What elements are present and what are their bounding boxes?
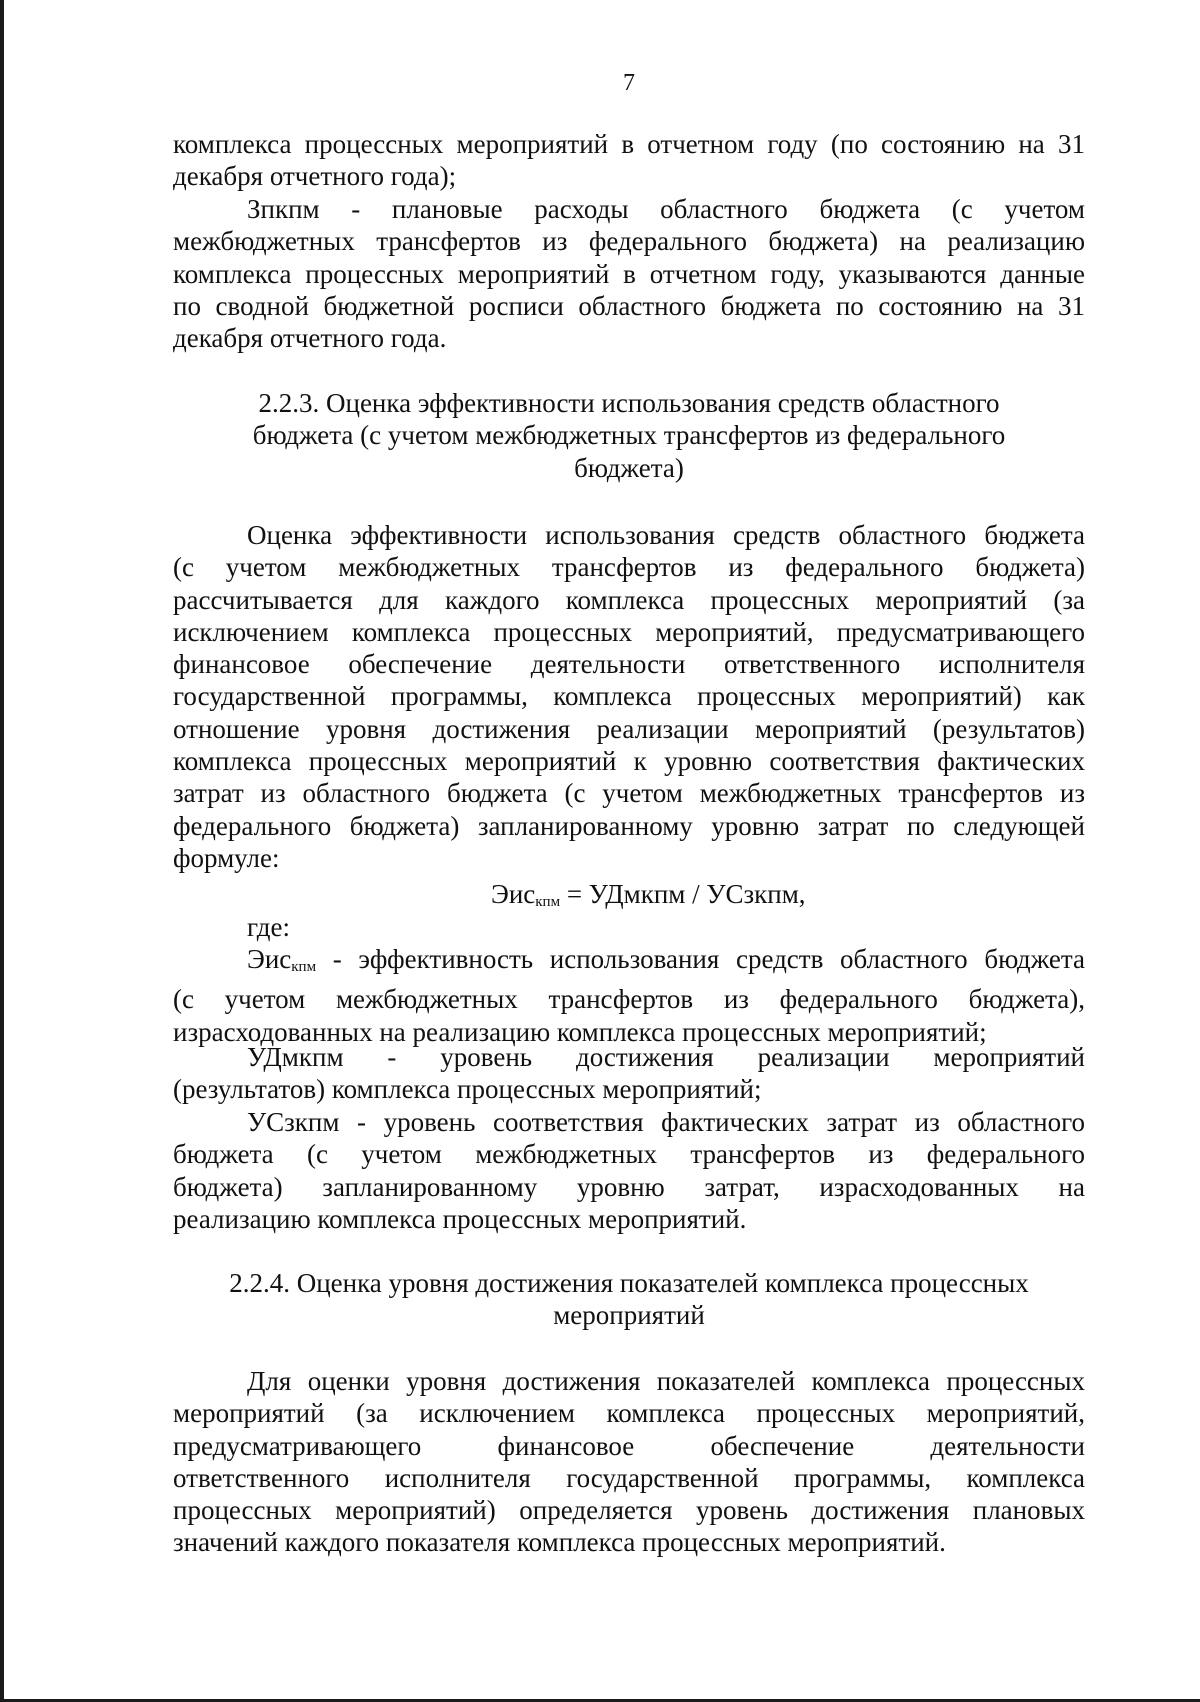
text-line: израсходованных на реализацию комплекса процессных мероприятий; xyxy=(173,1016,987,1047)
heading-line: 2.2.4. Оценка уровня достижения показателей комплекса процессных xyxy=(229,1268,1029,1298)
paragraph-continuation xyxy=(173,128,1085,193)
paragraph-efficiency xyxy=(173,519,1085,874)
text-line: значений каждого показателя комплекса процессных мероприятий. xyxy=(173,1527,946,1558)
text-line: мероприятий (за исключением комплекса процессных мероприятий, xyxy=(173,1398,1085,1429)
term-eis-subscript: кпм xyxy=(291,959,317,975)
text-line: реализацию комплекса процессных мероприятий. xyxy=(173,1203,747,1234)
text-line: федерального бюджета) запланированному уровню затрат по следующей xyxy=(173,810,1085,841)
text-line: рассчитывается для каждого комплекса процессных мероприятий (за xyxy=(173,584,1085,615)
paragraph-indicators xyxy=(173,1365,1085,1559)
text-line: комплекса процессных мероприятий в отчетном году (по состоянию на 31 xyxy=(173,129,1085,159)
text-line: Оценка эффективности использования средств областного бюджета xyxy=(247,520,1085,550)
page-number: 7 xyxy=(623,70,635,96)
text-line: формуле: xyxy=(173,842,280,873)
formula-lhs: Эис xyxy=(491,879,536,909)
text-line: комплекса процессных мероприятий к уровню соответствия фактических xyxy=(173,746,1085,777)
text-line: (с учетом межбюджетных трансфертов из федерального бюджета) xyxy=(173,552,1085,583)
definition-udmkpm xyxy=(173,1041,1085,1106)
text-line: бюджета) запланированному уровню затрат, израсходованных на xyxy=(173,1171,1085,1202)
text-line: (результатов) комплекса процессных мероприятий; xyxy=(173,1074,762,1105)
text-line: УСзкпм - уровень соответствия фактических затрат из областного xyxy=(247,1107,1085,1137)
text-line: комплекса процессных мероприятий в отчетном году, указываются данные xyxy=(173,258,1085,289)
section-heading-2-2-3 xyxy=(187,387,1071,484)
heading-line: мероприятий xyxy=(553,1300,705,1331)
formula-rhs: = УДмкпм / УСзкпм, xyxy=(560,879,806,909)
definition-eis xyxy=(173,943,1085,1048)
term-eis: Эис xyxy=(247,944,292,974)
text-line: декабря отчетного года); xyxy=(173,161,457,192)
text-line: УДмкпм - уровень достижения реализации мероприятий xyxy=(247,1042,1085,1072)
text-line: предусматривающего финансовое обеспечение деятельности xyxy=(173,1430,1085,1461)
heading-line: бюджета (с учетом межбюджетных трансфертов из федерального xyxy=(252,420,1006,451)
text-line: отношение уровня достижения реализации мероприятий (результатов) xyxy=(173,713,1085,744)
text-line: ответственного исполнителя государственной программы, комплекса xyxy=(173,1462,1085,1493)
heading-line: бюджета) xyxy=(574,452,684,483)
heading-line: 2.2.3. Оценка эффективности использования средств областного xyxy=(258,388,1000,418)
text-line: исключением комплекса процессных мероприятий, предусматривающего xyxy=(173,616,1085,647)
text-line: государственной программы, комплекса процессных мероприятий) как xyxy=(173,681,1085,712)
scan-edge-left xyxy=(0,0,4,1702)
text-line: затрат из областного бюджета (с учетом межбюджетных трансфертов из xyxy=(173,778,1085,809)
text-line: по сводной бюджетной росписи областного бюджета по состоянию на 31 xyxy=(173,290,1085,321)
text-line: Для оценки уровня достижения показателей комплекса процессных xyxy=(247,1366,1085,1396)
text-line xyxy=(173,943,1085,983)
text-line: декабря отчетного года. xyxy=(173,323,447,354)
definition-uszkpm xyxy=(173,1106,1085,1235)
text-line: где: xyxy=(247,912,290,942)
text-line: (с учетом межбюджетных трансфертов из федерального бюджета), xyxy=(173,984,1085,1015)
text-line: финансовое обеспечение деятельности ответственного исполнителя xyxy=(173,649,1085,680)
text-line: бюджета (с учетом межбюджетных трансфертов из федерального xyxy=(173,1139,1085,1170)
text-line: межбюджетных трансфертов из федерального бюджета) на реализацию xyxy=(173,226,1085,257)
text-line: процессных мероприятий) определяется уровень достижения плановых xyxy=(173,1495,1085,1526)
definition-zpkpm xyxy=(173,193,1085,354)
text-line: Зпкпм - плановые расходы областного бюджета (с учетом xyxy=(247,194,1085,224)
section-heading-2-2-4 xyxy=(173,1267,1085,1332)
where-label xyxy=(247,911,647,943)
definition-text: - эффективность использования средств областного бюджета xyxy=(316,944,1085,974)
formula-lhs-subscript: кпм xyxy=(535,894,561,910)
